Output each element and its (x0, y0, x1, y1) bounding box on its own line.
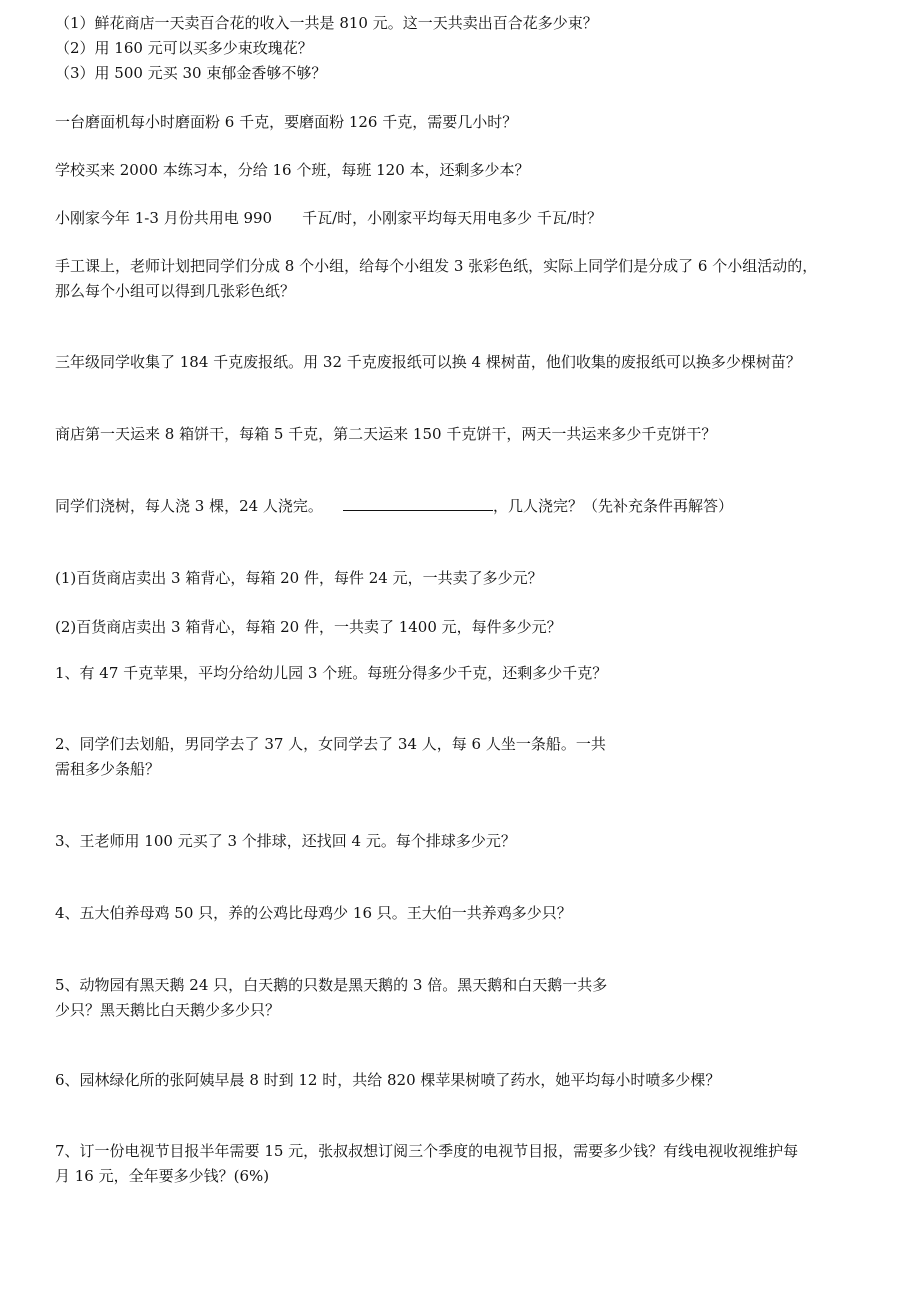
problem-vests-2: (2)百货商店卖出 3 箱背心，每箱 20 件，一共卖了 1400 元，每件多少元？ (55, 618, 562, 636)
problem-boats-line2: 需租多少条船？ (55, 760, 161, 778)
problem-swans-line2: 少只？黑天鹅比白天鹅少多少只？ (55, 1001, 281, 1019)
problem-paper-line1: 手工课上，老师计划把同学们分成 8 个小组，给每个小组发 3 张彩色纸，实际上同学们是分成了 6 个小组活动的， (55, 257, 818, 275)
problem-orchard: 6、园林绿化所的张阿姨早晨 8 时到 12 时，共给 820 棵苹果树喷了药水，她平均每小时喷多少棵？ (55, 1071, 721, 1089)
problem-flower-1: （1）鲜花商店一天卖百合花的收入一共是 810 元。这一天共卖出百合花多少束？ (55, 14, 598, 32)
problem-electricity: 小刚家今年 1-3 月份共用电 990 千瓦/时，小刚家平均每天用电多少 千瓦/时？ (55, 209, 602, 227)
problem-chickens: 4、五大伯养母鸡 50 只，养的公鸡比母鸡少 16 只。王大伯一共养鸡多少只？ (55, 904, 572, 922)
problem-waste-paper: 三年级同学收集了 184 千克废报纸。用 32 千克废报纸可以换 4 棵树苗，他们收集的废报纸可以换多少棵树苗？ (55, 353, 801, 371)
problem-apples: 1、有 47 千克苹果，平均分给幼儿园 3 个班。每班分得多少千克，还剩多少千克？ (55, 664, 608, 682)
problem-trees (55, 496, 733, 516)
problem-boats-line1: 2、同学们去划船，男同学去了 37 人，女同学去了 34 人，每 6 人坐一条船。一共 (55, 735, 606, 753)
problem-notebooks: 学校买来 2000 本练习本，分给 16 个班，每班 120 本，还剩多少本？ (55, 161, 530, 179)
problem-vests-1: (1)百货商店卖出 3 箱背心，每箱 20 件，每件 24 元，一共卖了多少元？ (55, 569, 543, 587)
problem-flower-3: （3）用 500 元买 30 束郁金香够不够？ (55, 64, 327, 82)
problem-volleyballs: 3、王老师用 100 元买了 3 个排球，还找回 4 元。每个排球多少元？ (55, 832, 516, 850)
problem-flower-2: （2）用 160 元可以买多少束玫瑰花？ (55, 39, 313, 57)
problem-tv-guide-line2: 月 16 元，全年要多少钱？(6%) (55, 1167, 270, 1185)
answer-blank[interactable] (343, 496, 493, 511)
problem-swans-line1: 5、动物园有黑天鹅 24 只，白天鹅的只数是黑天鹅的 3 倍。黑天鹅和白天鹅一共多 (55, 976, 608, 994)
problem-trees-part1: 同学们浇树，每人浇 3 棵，24 人浇完。 (55, 497, 323, 515)
problem-tv-guide-line1: 7、订一份电视节目报半年需要 15 元，张叔叔想订阅三个季度的电视节目报，需要多少钱？有线电视收视维护每 (55, 1142, 799, 1160)
problem-paper-line2: 那么每个小组可以得到几张彩色纸？ (55, 282, 296, 300)
problem-biscuits: 商店第一天运来 8 箱饼干，每箱 5 千克，第二天运来 150 千克饼干，两天一共运来多少千克饼干？ (55, 425, 717, 443)
problem-mill: 一台磨面机每小时磨面粉 6 千克，要磨面粉 126 千克，需要几小时？ (55, 113, 518, 131)
problem-trees-part2: ，几人浇完？（先补充条件再解答） (492, 497, 733, 515)
